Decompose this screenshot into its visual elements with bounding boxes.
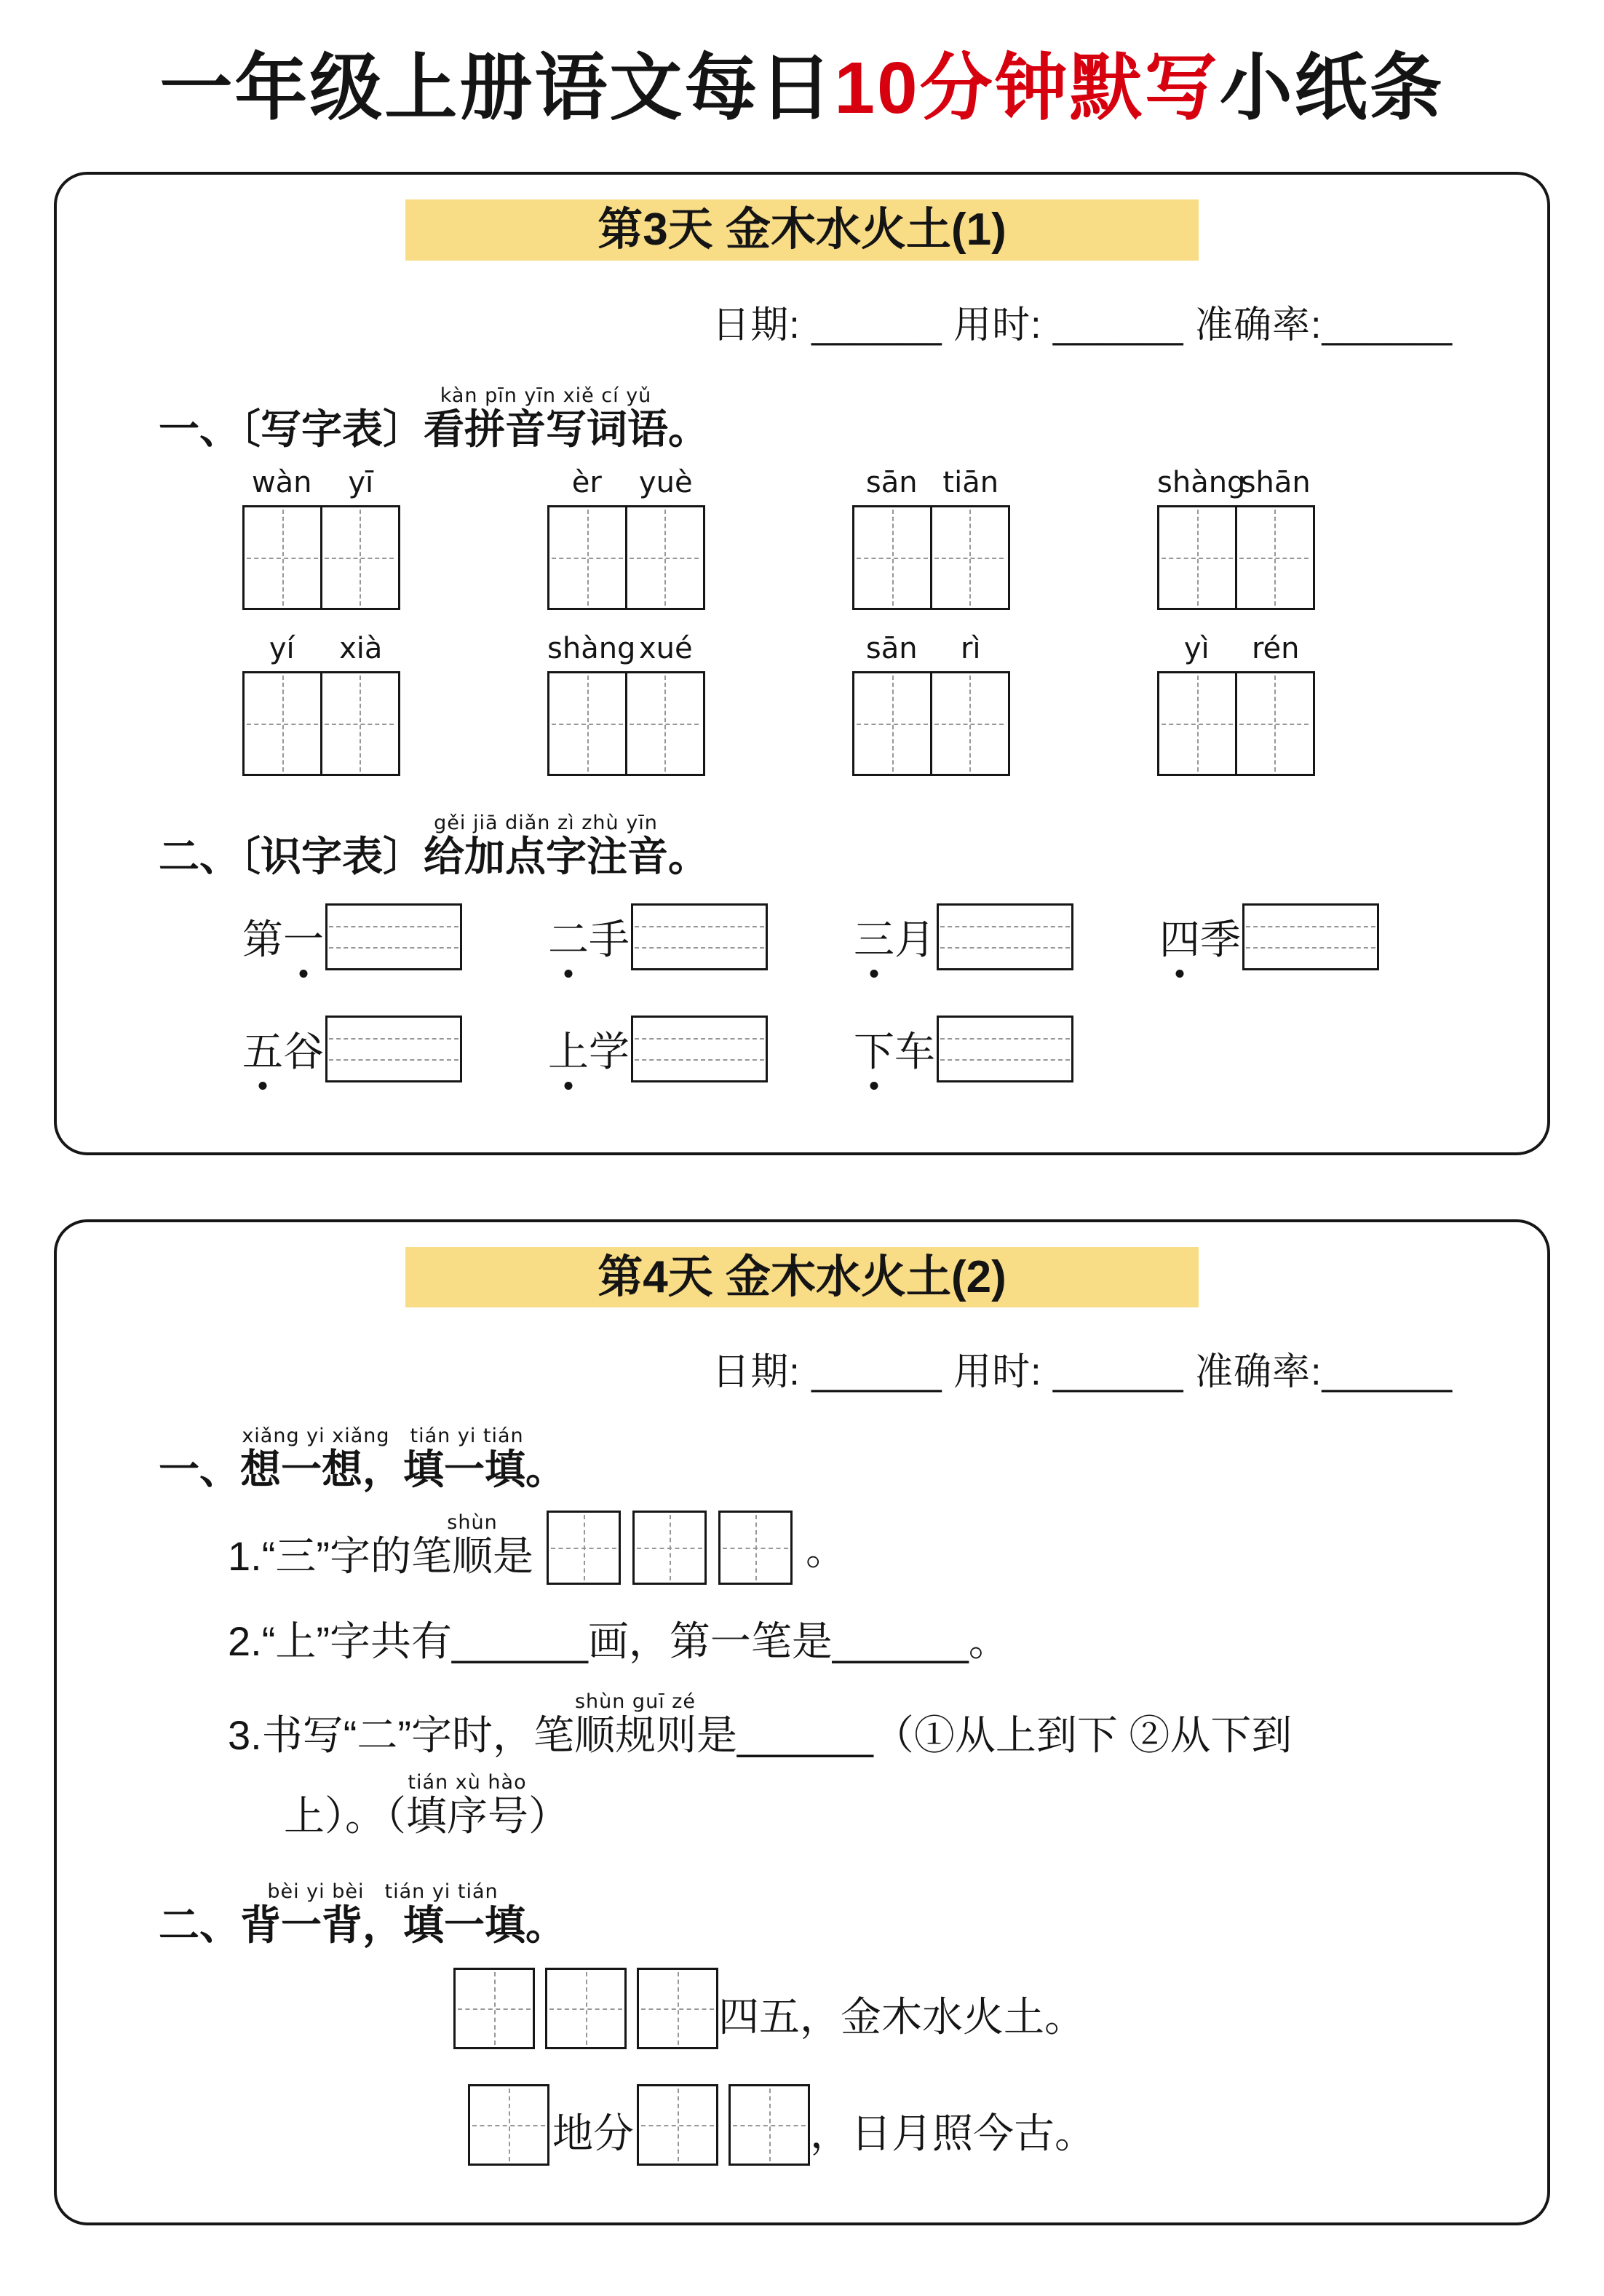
date-time-accuracy-line: 日期: ______ 用时: ______ 准确率:______ [712,1351,1453,1394]
date-time-accuracy-line: 日期: ______ 用时: ______ 准确率:______ [712,304,1453,347]
panel-day3-title: 第3天 金木水火土(1) [597,205,1007,255]
writing-grid-cell [245,507,320,608]
panel-day3 [54,172,1550,1155]
section-prefix: 一、 [159,1446,240,1493]
pinyin-word-block [852,466,1010,610]
question-text-segment: ） [528,1793,569,1840]
question-ruby [447,1511,498,1579]
pinyin-syllable: sān [865,465,918,499]
question-text [228,1610,1009,1668]
fill-grids [453,1968,718,2049]
page-title [0,29,1604,134]
pinyin-write-box [631,903,768,970]
annotate-char-dotted: 五 [242,1020,283,1078]
section-heading: 背一背，填一填 [240,1902,525,1949]
question-ruby-base: 顺 [447,1532,498,1579]
question-2-row [57,1610,1547,1668]
pinyin-label [852,632,1010,665]
question-1-row [57,1511,1547,1585]
annotate-item [1159,903,1379,970]
section-prefix: 二、〔识字表〕 [159,833,424,879]
question-ruby [574,1690,696,1759]
pinyin-syllable: yì [1183,631,1210,665]
writing-grid-pair [547,505,705,610]
writing-grid-cell [1159,507,1235,608]
stroke-grid [718,1511,793,1585]
question-text [228,1690,1293,1762]
section-heading-ruby [424,811,668,879]
section-heading-ruby [240,1880,525,1949]
writing-grid-cell [1235,507,1311,608]
question-text-segment: 上）。（ [284,1793,406,1840]
writing-grid-pair [242,505,400,610]
question-text-segment: 书写“二”字时，笔 [261,1712,574,1759]
pinyin-write-box [325,1016,462,1082]
section-prefix: 二、 [159,1902,240,1949]
stroke-grid [547,1511,621,1585]
fill-grid [637,1968,718,2049]
writing-grid-pair [547,671,705,776]
pinyin-syllable: rì [960,631,981,665]
section-period: 。 [525,1902,566,1949]
writing-grid-cell [930,507,1006,608]
section-heading-pinyin: bèi yi bèi tián yi tián [240,1880,525,1904]
pinyin-word-block [242,466,400,610]
annotate-word [854,1020,935,1078]
pinyin-syllable: xià [339,631,383,665]
annotate-item [242,1016,462,1082]
writing-grid-cell [549,673,625,774]
writing-grid-pair [1157,671,1315,776]
pinyin-word-row-2 [57,632,1547,776]
pinyin-syllable: yī [348,465,374,499]
question-text-segment: “上”字共有______画，第一笔是______。 [261,1618,1009,1665]
pinyin-write-box [937,1016,1073,1082]
fill-grids [468,2084,549,2166]
pinyin-syllable: sān [865,631,918,665]
writing-grid-cell [320,673,396,774]
annotate-char-dotted: 四 [1159,908,1200,966]
question-text [228,1513,533,1583]
pinyin-label [242,632,400,665]
panel-day3-title-bar [405,199,1199,261]
fill-grids [637,2084,810,2166]
fill-line-text: ，日月照今古。 [810,2110,1095,2157]
pinyin-label [547,632,705,665]
pinyin-syllable: rén [1251,631,1300,665]
writing-grid-cell [930,673,1006,774]
writing-grid-cell [1235,673,1311,774]
pinyin-syllable: shàng [547,631,636,665]
question-number: 3. [228,1712,262,1759]
writing-grid-pair [1157,505,1315,610]
writing-grid-pair [852,671,1010,776]
annotate-char-dotted: 一 [283,908,324,966]
pinyin-label [852,466,1010,499]
annotate-item [854,1016,1073,1082]
section-heading: 看拼音写词语 [424,405,668,452]
recite-fill-line-2 [57,2084,1547,2166]
question-ruby-pinyin: shùn guī zé [574,1690,696,1714]
recite-fill-line-1 [57,1968,1547,2049]
pinyin-syllable: èr [571,465,602,499]
pinyin-word-block [1157,632,1315,776]
section-header-writing-words [57,384,1547,456]
pinyin-word-block [547,466,705,610]
section-period: 。 [668,405,709,452]
annotate-row-1 [57,903,1547,970]
pinyin-write-box [325,903,462,970]
page-title-black-right: 小纸条 [1219,47,1445,129]
pinyin-syllable: xué [638,631,693,665]
annotate-word [1159,908,1241,966]
annotate-char: 车 [894,1028,935,1074]
question-number: 2. [228,1618,262,1665]
question-text-segment: 是______（①从上到下 ②从下到 [696,1712,1293,1759]
writing-grid-pair [242,671,400,776]
pinyin-label [547,466,705,499]
section-heading-pinyin: kàn pīn yīn xiě cí yǔ [424,384,668,407]
annotate-word [854,908,935,966]
annotate-word [548,908,630,966]
pinyin-syllable: shàng [1157,465,1246,499]
annotate-char-dotted: 三 [854,908,894,966]
writing-grid-cell [854,507,930,608]
section-heading-pinyin: gěi jiā diǎn zì zhù yīn [424,811,668,834]
stroke-order-grids [547,1511,793,1585]
annotate-row-2 [57,1016,1547,1082]
pinyin-label [242,466,400,499]
annotate-item [854,903,1073,970]
pinyin-syllable: wàn [251,465,312,499]
fill-grid [468,2084,549,2166]
writing-grid-pair [852,505,1010,610]
writing-grid-cell [245,673,320,774]
fill-grid [728,2084,810,2166]
annotate-char: 季 [1200,916,1241,962]
annotate-word [242,908,324,966]
question-number: 1. [228,1532,262,1579]
pinyin-word-block [242,632,400,776]
annotate-char-dotted: 上 [548,1020,589,1078]
section-header-recite-fill [57,1880,1547,1952]
pinyin-word-block [1157,466,1315,610]
pinyin-label [1157,632,1315,665]
question-ruby [406,1771,528,1840]
question-end-punctuation: 。 [806,1527,846,1574]
section-heading-pinyin: xiǎng yi xiǎng tián yi tián [240,1425,525,1448]
annotate-word [242,1020,324,1078]
question-3-row-line2 [57,1773,1547,1842]
question-ruby-base: 顺规则 [574,1712,696,1759]
pinyin-write-box [937,903,1073,970]
fill-line-middle-text: 地分 [552,2110,634,2157]
section-prefix: 一、〔写字表〕 [159,405,424,452]
question-3-row-line1 [57,1690,1547,1762]
pinyin-syllable: yí [269,631,295,665]
annotate-char: 手 [589,916,630,962]
writing-grid-cell [1159,673,1235,774]
pinyin-label [1157,466,1315,499]
pinyin-syllable: yuè [638,465,693,499]
annotate-item [548,903,768,970]
section-heading-ruby [424,384,668,452]
annotate-item [242,903,462,970]
panel-day4-title-bar [405,1247,1199,1308]
section-header-think-fill [57,1425,1547,1496]
pinyin-syllable: shān [1240,465,1311,499]
section-heading: 给加点字注音 [424,833,668,879]
page-title-red-segment: 10分钟默写 [834,47,1220,129]
annotate-char: 学 [589,1028,630,1074]
question-text-segment: “三”字的笔 [261,1532,452,1579]
writing-grid-cell [320,507,396,608]
stroke-grid [632,1511,707,1585]
question-text-segment: 是 [493,1532,533,1579]
annotate-char: 月 [894,916,935,962]
fill-line-text: 四五，金木水火土。 [718,1994,1085,2040]
fill-grid [545,1968,627,2049]
panel-day4 [54,1219,1550,2226]
pinyin-write-box [1242,903,1379,970]
pinyin-word-block [547,632,705,776]
annotate-char: 谷 [283,1028,324,1074]
panel-day4-title: 第4天 金木水火土(2) [597,1251,1007,1302]
writing-grid-cell [549,507,625,608]
question-ruby-pinyin: tián xù hào [406,1771,528,1794]
writing-grid-cell [854,673,930,774]
section-header-annotate [57,811,1547,883]
section-heading: 想一想，填一填 [240,1446,525,1493]
question-ruby-base: 填序号 [406,1793,528,1840]
annotate-item [548,1016,768,1082]
fill-grid [637,2084,718,2166]
section-heading-ruby [240,1425,525,1493]
pinyin-syllable: tiān [942,465,999,499]
section-period: 。 [668,833,709,879]
writing-grid-cell [625,673,701,774]
pinyin-write-box [631,1016,768,1082]
section-period: 。 [525,1446,566,1493]
pinyin-word-row-1 [57,466,1547,610]
page-title-black-left: 一年级上册语文每日 [159,47,835,129]
annotate-char: 第 [242,916,283,962]
question-ruby-pinyin: shùn [447,1511,498,1534]
annotate-char-dotted: 二 [548,908,589,966]
annotate-word [548,1020,630,1078]
fill-grid [453,1968,535,2049]
writing-grid-cell [625,507,701,608]
annotate-char-dotted: 下 [854,1020,894,1078]
pinyin-word-block [852,632,1010,776]
